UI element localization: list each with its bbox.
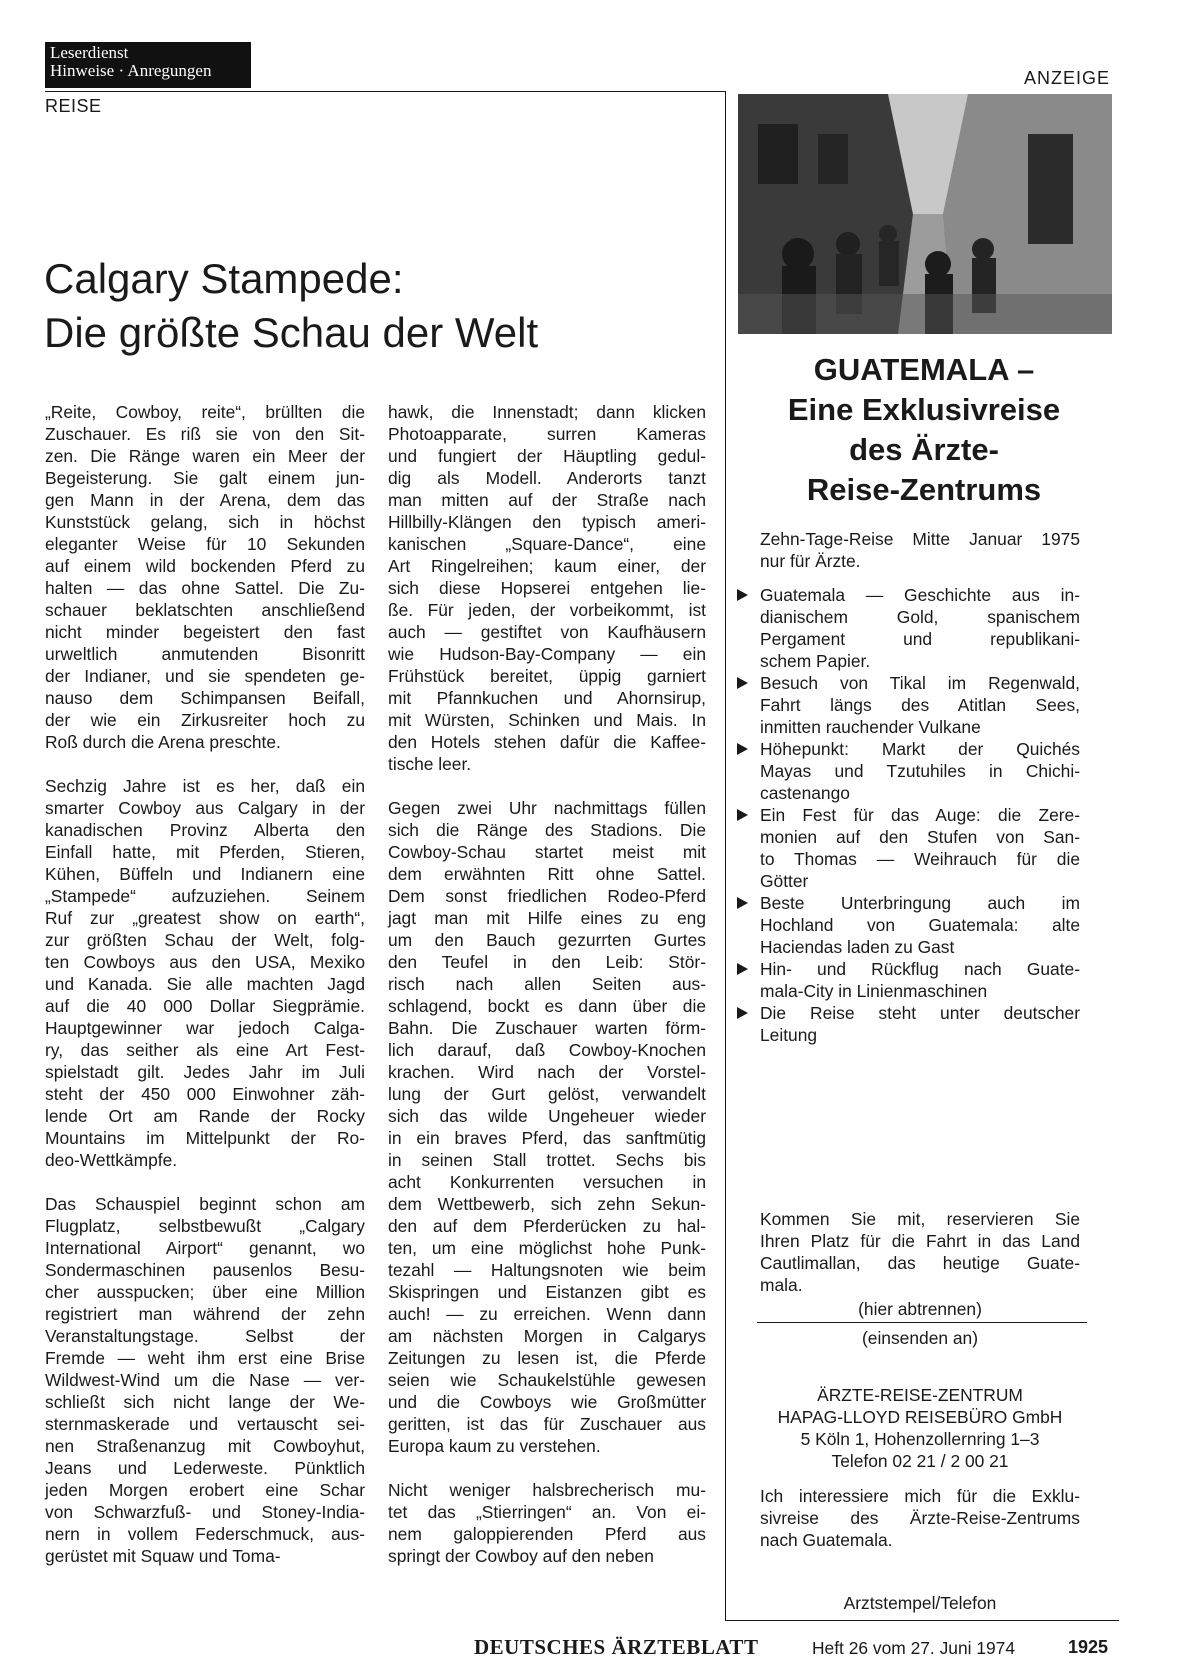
text-line: deo-Wettkämpfe. (45, 1150, 178, 1170)
text-line: Götter (760, 871, 809, 891)
text-line: nem galoppierenden Pferd aus (388, 1524, 706, 1544)
badge-line-1: Leserdienst (50, 43, 129, 62)
cut-label: (hier abtrennen) (858, 1299, 982, 1319)
text-line: ten Cowboys aus den USA, Mexiko (45, 952, 365, 972)
ad-title-line-3: des Ärzte- (849, 432, 999, 467)
text-line: Cowboy-Schau startet meist mit (388, 842, 706, 862)
text-line: dig als Modell. Anderorts tanzt (388, 468, 706, 488)
text-line: zur größten Schau der Welt, folg- (45, 930, 365, 950)
text-line: mala-City in Linienmaschinen (760, 981, 988, 1001)
text-line: auch — gestiftet von Kaufhäusern (388, 622, 706, 642)
ad-title-line-4: Reise-Zentrums (806, 472, 1042, 507)
text-line: Mountains im Mittelpunkt der Ro- (45, 1128, 365, 1148)
issue-info: Heft 26 vom 27. Juni 1974 (812, 1638, 1016, 1658)
text-line: und Kanada. Sie alle machten Jagd (45, 974, 365, 994)
text-line: wie Hudson-Bay-Company — ein (388, 644, 706, 664)
paragraph (45, 401, 365, 753)
text-line: Jeans und Lederweste. Pünktlich (45, 1458, 365, 1478)
text-line: International Airport“ genannt, wo (45, 1238, 365, 1258)
text-line: sich diese Hopserei entgehen lie- (388, 578, 706, 598)
text-line: nicht minder begeistert den fast (45, 622, 365, 642)
text-line: Ruf zur „greatest show on earth“, (45, 908, 365, 928)
text-line: Die Reise steht unter deutscher (760, 1003, 1080, 1023)
badge-line-2: Hinweise · Anregungen (50, 61, 212, 80)
text-line: tische leer. (388, 754, 472, 774)
text-line: ry, das seither als eine Art Fest- (45, 1040, 365, 1060)
text-line: Roß durch die Arena preschte. (45, 732, 281, 752)
article-column-1 (45, 401, 365, 1589)
triangle-bullet-icon (737, 1007, 748, 1019)
article-title-line-1: Calgary Stampede: (44, 255, 404, 302)
text-line: auf die 40 000 Dollar Siegprämie. (45, 996, 365, 1016)
page-number: 1925 (1068, 1637, 1109, 1657)
text-line: cher ausspucken; über eine Million (45, 1282, 365, 1302)
text-line: Pergament und republikani- (760, 629, 1080, 649)
triangle-bullet-icon (737, 589, 748, 601)
text-line: dianischem Gold, spanischem (760, 607, 1080, 627)
text-line: Art Ringelreihen; kaum einer, der (388, 556, 706, 576)
ad-title-line-2: Eine Exklusivreise (787, 392, 1061, 427)
text-line: Fahrt längs des Atitlan Sees, (760, 695, 1080, 715)
text-line: Zuschauer. Es riß sie von den Sit- (45, 424, 365, 444)
address-line-2: HAPAG-LLOYD REISEBÜRO GmbH (777, 1407, 1063, 1427)
text-line: Kunststück gelang, sich in höchst (45, 512, 365, 532)
text-line: kanadischen Provinz Alberta den (45, 820, 365, 840)
text-line: kanischen „Square-Dance“, eine (388, 534, 706, 554)
ad-address (750, 1384, 1090, 1472)
ad-bullet-item (760, 804, 1080, 892)
text-line: spielstadt gilt. Jedes Jahr im Juli (45, 1062, 365, 1082)
text-line: seien wie Schaukelstühle gewesen (388, 1370, 706, 1390)
ad-bullet-item (760, 1002, 1080, 1046)
text-line: castenango (760, 783, 850, 803)
text-line: sivreise des Ärzte-Reise-Zentrums (760, 1508, 1080, 1528)
text-line: Höhepunkt: Markt der Quichés (760, 739, 1080, 759)
paragraph (45, 1193, 365, 1567)
text-line: dem Wettbewerb, sich zehn Sekun- (388, 1194, 706, 1214)
text-line: um den Bauch gezurrten Gurtes (388, 930, 706, 950)
text-line: schließt sich nicht lange der We- (45, 1392, 365, 1412)
article-title-line-2: Die größte Schau der Welt (44, 309, 539, 356)
text-line: gen Mann in der Arena, dem das (45, 490, 365, 510)
text-line: Flugplatz, selbstbewußt „Calgary (45, 1216, 365, 1236)
paragraph (388, 1479, 706, 1567)
text-line: Hin- und Rückflug nach Guate- (760, 959, 1080, 979)
text-line: lung der Gurt gelöst, verwandelt (388, 1084, 706, 1104)
text-line: schlagend, bockt es dann über die (388, 996, 706, 1016)
text-line: monien auf den Stufen von San- (760, 827, 1080, 847)
text-line: smarter Cowboy aus Calgary in der (45, 798, 365, 818)
text-line: Hochland von Guatemala: alte (760, 915, 1080, 935)
text-line: Wildwest-Wind um die Nase — ver- (45, 1370, 365, 1390)
text-line: der Indianer, und sie spendeten ge- (45, 666, 365, 686)
section-label: REISE (45, 96, 102, 116)
text-line: nern in vollem Federschmuck, aus- (45, 1524, 365, 1544)
text-line: Besuch von Tikal im Regenwald, (760, 673, 1080, 693)
text-line: inmitten rauchender Vulkane (760, 717, 981, 737)
text-line: nen Straßenanzug mit Cowboyhut, (45, 1436, 365, 1456)
text-line: risch nach allen Seiten aus- (388, 974, 706, 994)
text-line: eleganter Weise für 10 Sekunden (45, 534, 365, 554)
text-line: Europa kaum zu verstehen. (388, 1436, 601, 1456)
text-line: steht der 450 000 Einwohner zäh- (45, 1084, 365, 1104)
ad-label: ANZEIGE (1024, 68, 1111, 88)
text-line: den Teufel in den Leib: Stör- (388, 952, 706, 972)
text-line: „Reite, Cowboy, reite“, brüllten die (45, 402, 365, 422)
article-title (44, 252, 684, 360)
ad-closing (760, 1208, 1080, 1296)
text-line: mit Pfannkuchen und Ahornsirup, (388, 688, 706, 708)
text-line: Das Schauspiel beginnt schon am (45, 1194, 365, 1214)
text-line: und fungiert der Häuptling gedul- (388, 446, 706, 466)
address-line-4: Telefon 02 21 / 2 00 21 (831, 1451, 1009, 1471)
text-line: ße. Für jeden, der vorbeikommt, ist (388, 600, 706, 620)
paragraph (388, 797, 706, 1457)
text-line: schauer beklatschten anschließend (45, 600, 365, 620)
text-line: Beste Unterbringung auch im (760, 893, 1080, 913)
text-line: Haciendas laden zu Gast (760, 937, 955, 957)
text-line: Fremde — weht ihm erst eine Brise (45, 1348, 365, 1368)
text-line: Zeitungen zu lesen ist, die Pferde (388, 1348, 706, 1368)
text-line: Hillbilly-Klängen den typisch ameri- (388, 512, 706, 532)
text-line: gerüstet mit Squaw und Toma- (45, 1546, 281, 1566)
address-line-1: ÄRZTE-REISE-ZENTRUM (817, 1385, 1023, 1405)
text-line: dem erwähnten Ritt ohne Sattel. (388, 864, 706, 884)
text-line: von Schwarzfuß- und Stoney-India- (45, 1502, 365, 1522)
text-line: Dem sonst friedlichen Rodeo-Pferd (388, 886, 706, 906)
text-line: Gegen zwei Uhr nachmittags füllen (388, 798, 706, 818)
text-line: man mitten auf der Straße nach (388, 490, 706, 510)
text-line: sich die Ränge des Stadions. Die (388, 820, 706, 840)
triangle-bullet-icon (737, 743, 748, 755)
text-line: sich das wilde Ungeheuer wieder (388, 1106, 706, 1126)
text-line: auch! — zu erreichen. Wenn dann (388, 1304, 706, 1324)
triangle-bullet-icon (737, 809, 748, 821)
triangle-bullet-icon (737, 897, 748, 909)
text-line: springt der Cowboy auf den neben (388, 1546, 654, 1566)
text-line: nauso dem Schimpansen Beifall, (45, 688, 365, 708)
ad-bullet-item (760, 958, 1080, 1002)
text-line: mala. (760, 1275, 803, 1295)
ad-bullet-item (760, 584, 1080, 672)
triangle-bullet-icon (737, 963, 748, 975)
text-line: Nicht weniger halsbrecherisch mu- (388, 1480, 706, 1500)
ad-box-bottom-border (725, 1620, 1119, 1621)
text-line: Hauptgewinner war jedoch Calga- (45, 1018, 365, 1038)
text-line: den auf dem Pferderücken zu hal- (388, 1216, 706, 1236)
text-line: Bahn. Die Zuschauer warten förm- (388, 1018, 706, 1038)
cut-line (757, 1322, 1087, 1323)
text-line: lende Ort am Rande der Rocky (45, 1106, 365, 1126)
text-line: to Thomas — Weihrauch für die (760, 849, 1080, 869)
text-line: jeden Morgen erobert eine Schar (45, 1480, 365, 1500)
text-line: tezahl — Haltungsnoten wie beim (388, 1260, 706, 1280)
text-line: geritten, ist das für Zuschauer aus (388, 1414, 706, 1434)
text-line: tet das „Stierringen“ an. Von ei- (388, 1502, 706, 1522)
ad-photo (738, 94, 1112, 334)
text-line: jagt man mit Hilfe eines zu eng (388, 908, 706, 928)
header-rule (45, 91, 725, 92)
text-line: in seinen Stall trottet. Sechs bis (388, 1150, 706, 1170)
text-line: Einfall hatte, mit Pferden, Stieren, (45, 842, 365, 862)
ad-bullet-list (760, 584, 1080, 1046)
ad-intro (760, 528, 1080, 572)
text-line: am nächsten Morgen in Calgarys (388, 1326, 706, 1346)
text-line: „Stampede“ aufzuziehen. Seinem (45, 886, 365, 906)
text-line: urweltlich anmutenden Bisonritt (45, 644, 365, 664)
text-line: mit Würsten, Schinken und Mais. In (388, 710, 706, 730)
text-line: Mayas und Tzutuhiles in Chichi- (760, 761, 1080, 781)
ad-box-left-border (725, 91, 726, 1621)
text-line: Guatemala — Geschichte aus in- (760, 585, 1080, 605)
text-line: registriert man während der zehn (45, 1304, 365, 1324)
text-line: halten — das ohne Sattel. Die Zu- (45, 578, 365, 598)
text-line: Leitung (760, 1025, 818, 1045)
ad-title (731, 350, 1117, 510)
text-line: Kühen, Büffeln und Indianern eine (45, 864, 365, 884)
text-line: nach Guatemala. (760, 1530, 893, 1550)
text-line: ten, um eine möglichst hohe Punk- (388, 1238, 706, 1258)
text-line: acht Konkurrenten versuchen in (388, 1172, 706, 1192)
text-line: sternmaskerade und vertauscht sei- (45, 1414, 365, 1434)
text-line: Begeisterung. Sie galt einem jun- (45, 468, 365, 488)
text-line: Zehn-Tage-Reise Mitte Januar 1975 (760, 529, 1080, 549)
ad-title-line-1: GUATEMALA – (813, 352, 1035, 387)
text-line: Ich interessiere mich für die Exklu- (760, 1486, 1080, 1506)
text-line: der wie ein Zirkusreiter hoch zu (45, 710, 365, 730)
text-line: Cautlimallan, das heutige Guate- (760, 1253, 1080, 1273)
text-line: Frühstück bereitet, üppig garniert (388, 666, 706, 686)
paragraph (388, 401, 706, 775)
text-line: zen. Die Ränge waren ein Meer der (45, 446, 365, 466)
text-line: nur für Ärzte. (760, 551, 861, 571)
text-line: hawk, die Innenstadt; dann klicken (388, 402, 706, 422)
send-label: (einsenden an) (861, 1328, 979, 1348)
interest-statement (760, 1485, 1080, 1551)
text-line: schem Papier. (760, 651, 871, 671)
text-line: Ihren Platz für die Fahrt in das Land (760, 1231, 1080, 1251)
text-line: Photoapparate, surren Kameras (388, 424, 706, 444)
text-line: Kommen Sie mit, reservieren Sie (760, 1209, 1080, 1229)
text-line: lich darauf, daß Cowboy-Knochen (388, 1040, 706, 1060)
text-line: Sondermaschinen pausenlos Besu- (45, 1260, 365, 1280)
text-line: den Hotels stehen dafür die Kaffee- (388, 732, 706, 752)
text-line: krachen. Wird nach der Vorstel- (388, 1062, 706, 1082)
text-line: Skispringen und Eistanzen gibt es (388, 1282, 706, 1302)
text-line: und die Cowboys wie Großmütter (388, 1392, 706, 1412)
article-column-2 (388, 401, 706, 1589)
text-line: Ein Fest für das Auge: die Zere- (760, 805, 1080, 825)
village-street-photo (738, 94, 1112, 334)
stamp-label: Arztstempel/Telefon (843, 1593, 997, 1613)
ad-bullet-item (760, 672, 1080, 738)
ad-bullet-item (760, 892, 1080, 958)
address-line-3: 5 Köln 1, Hohenzollernring 1–3 (800, 1429, 1040, 1449)
text-line: auf einem wild bockenden Pferd zu (45, 556, 365, 576)
text-line: Sechzig Jahre ist es her, daß ein (45, 776, 365, 796)
text-line: Veranstaltungstage. Selbst der (45, 1326, 365, 1346)
column-badge (45, 42, 251, 88)
triangle-bullet-icon (737, 677, 748, 689)
ad-bullet-item (760, 738, 1080, 804)
publication-name: DEUTSCHES ÄRZTEBLATT (474, 1635, 759, 1659)
paragraph (45, 775, 365, 1171)
text-line: in ein braves Pferd, das sanftmütig (388, 1128, 706, 1148)
